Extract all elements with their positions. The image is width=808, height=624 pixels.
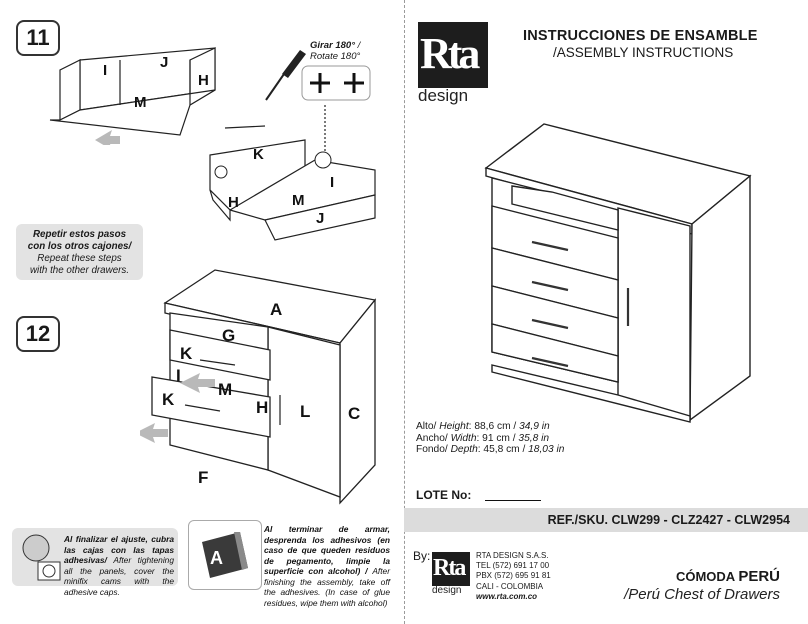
- label-g: G: [222, 326, 236, 345]
- dim-height-val: : 88,6 cm /: [468, 421, 520, 432]
- adhesive-caps-en: After tightening all the panels, cover the minifix cams with the adhesive caps.: [64, 555, 174, 597]
- dim-height-en: Height: [439, 421, 469, 432]
- dim-height-in: 34,9 in: [519, 421, 550, 432]
- by-label: By:: [413, 549, 431, 563]
- lote-label: LOTE No:: [416, 488, 472, 502]
- product-title-es: [676, 568, 780, 585]
- label-j-2: J: [316, 210, 325, 227]
- dim-depth-in: 18,03 in: [528, 444, 565, 456]
- company-pbx: PBX (572) 695 91 81: [476, 571, 551, 581]
- dim-depth-es: Fondo/: [416, 444, 451, 456]
- label-i-2: I: [330, 174, 335, 191]
- company-city: CALI - COLOMBIA: [476, 581, 544, 591]
- sticker-panel-icon: [196, 528, 254, 582]
- logo-sub-small: design: [432, 585, 462, 596]
- label-h: H: [198, 72, 209, 89]
- company-tel: TEL (572) 691 17 00: [476, 561, 550, 571]
- label-m: M: [134, 94, 147, 111]
- label-l: L: [300, 402, 311, 421]
- rotate-es: Girar 180°: [310, 40, 355, 51]
- repeat-note-text: [16, 224, 143, 277]
- dim-height: [416, 421, 564, 433]
- rta-logo-top: [418, 22, 488, 88]
- dim-width-in: 35,8 in: [518, 432, 550, 444]
- company-web[interactable]: [476, 592, 551, 602]
- lote-line: [485, 500, 541, 501]
- dim-depth-en: Depth: [450, 444, 478, 456]
- label-m-2: M: [292, 192, 305, 209]
- cam-rotate-icon: [300, 64, 372, 104]
- label-k-12-2: K: [162, 390, 175, 409]
- dim-width: [416, 433, 564, 445]
- repeat-es-1: Repetir estos pasos: [32, 229, 127, 240]
- rotate-caption: [310, 40, 360, 62]
- remove-adhesives-en: After finishing the assembly, take off the adhesives. (In case of glue residues, wipe them with alcohol): [264, 566, 390, 608]
- label-k: K: [253, 146, 264, 163]
- rta-logo-bottom: [432, 552, 470, 586]
- product-title-en: /Perú Chest of Drawers: [624, 586, 780, 603]
- ref-sku: REF./SKU. CLW299 - CLZ2427 - CLW2954: [547, 513, 790, 527]
- label-i-12: I: [176, 366, 181, 385]
- repeat-es-2: con los otros cajones/: [27, 241, 132, 252]
- logo-word: Rta: [420, 29, 477, 78]
- company-info: [476, 551, 551, 602]
- adhesive-caps-text: [64, 534, 174, 597]
- step-12-badge: 12: [16, 316, 60, 352]
- repeat-en-2: with the other drawers.: [29, 265, 130, 276]
- ref-bar: [404, 508, 808, 532]
- repeat-steps-note: [16, 224, 143, 280]
- dim-width-en: Width: [450, 432, 477, 444]
- drawer-front-assembly-illustration: [205, 100, 385, 250]
- rotate-slash: /: [355, 40, 361, 51]
- dim-width-val: : 91 cm /: [476, 432, 519, 444]
- label-f: F: [198, 468, 209, 487]
- label-h-12: H: [256, 398, 269, 417]
- adhesive-caps-es: Al finalizar el ajuste, cubra las cajas con las tapas adhesivas/: [64, 534, 174, 565]
- title-en: /ASSEMBLY INSTRUCTIONS: [553, 45, 734, 60]
- dim-depth: [416, 444, 564, 456]
- product-name: PERÚ: [738, 568, 780, 585]
- company-web-link[interactable]: www.rta.com.co: [476, 591, 538, 601]
- company-name: RTA DESIGN S.A.S.: [476, 551, 549, 560]
- repeat-en-1: Repeat these steps: [37, 253, 122, 264]
- dim-height-es: Alto/: [416, 421, 440, 432]
- dim-depth-val: : 45,8 cm /: [477, 444, 529, 456]
- remove-adhesives-es: Al terminar de armar, desprenda los adhesivos (en caso de que queden residuos de pegamento, limpie la superficie con alcohol) /: [264, 524, 390, 576]
- label-m-12: M: [218, 380, 233, 399]
- rotate-en: Rotate 180°: [310, 51, 361, 62]
- logo-word-small: Rta: [433, 555, 465, 581]
- logo-sub: design: [418, 86, 469, 105]
- chest-drawer-insert-illustration: [140, 265, 390, 510]
- label-h-2: H: [228, 194, 239, 211]
- label-a: A: [270, 300, 283, 319]
- dim-width-es: Ancho/: [416, 432, 451, 444]
- sticker-letter: A: [210, 548, 223, 568]
- label-k-12: K: [180, 344, 193, 363]
- step-11-badge: 11: [16, 20, 60, 56]
- label-c: C: [348, 404, 361, 423]
- title-es: INSTRUCCIONES DE ENSAMBLE: [523, 28, 758, 44]
- cam-cap-icon: [14, 532, 70, 586]
- label-i: I: [103, 62, 108, 79]
- product-prefix: CÓMODA: [675, 569, 739, 584]
- chest-of-drawers-illustration: [482, 120, 754, 424]
- label-j: J: [160, 54, 169, 71]
- dimensions: [416, 421, 564, 456]
- remove-adhesives-text: [264, 524, 390, 608]
